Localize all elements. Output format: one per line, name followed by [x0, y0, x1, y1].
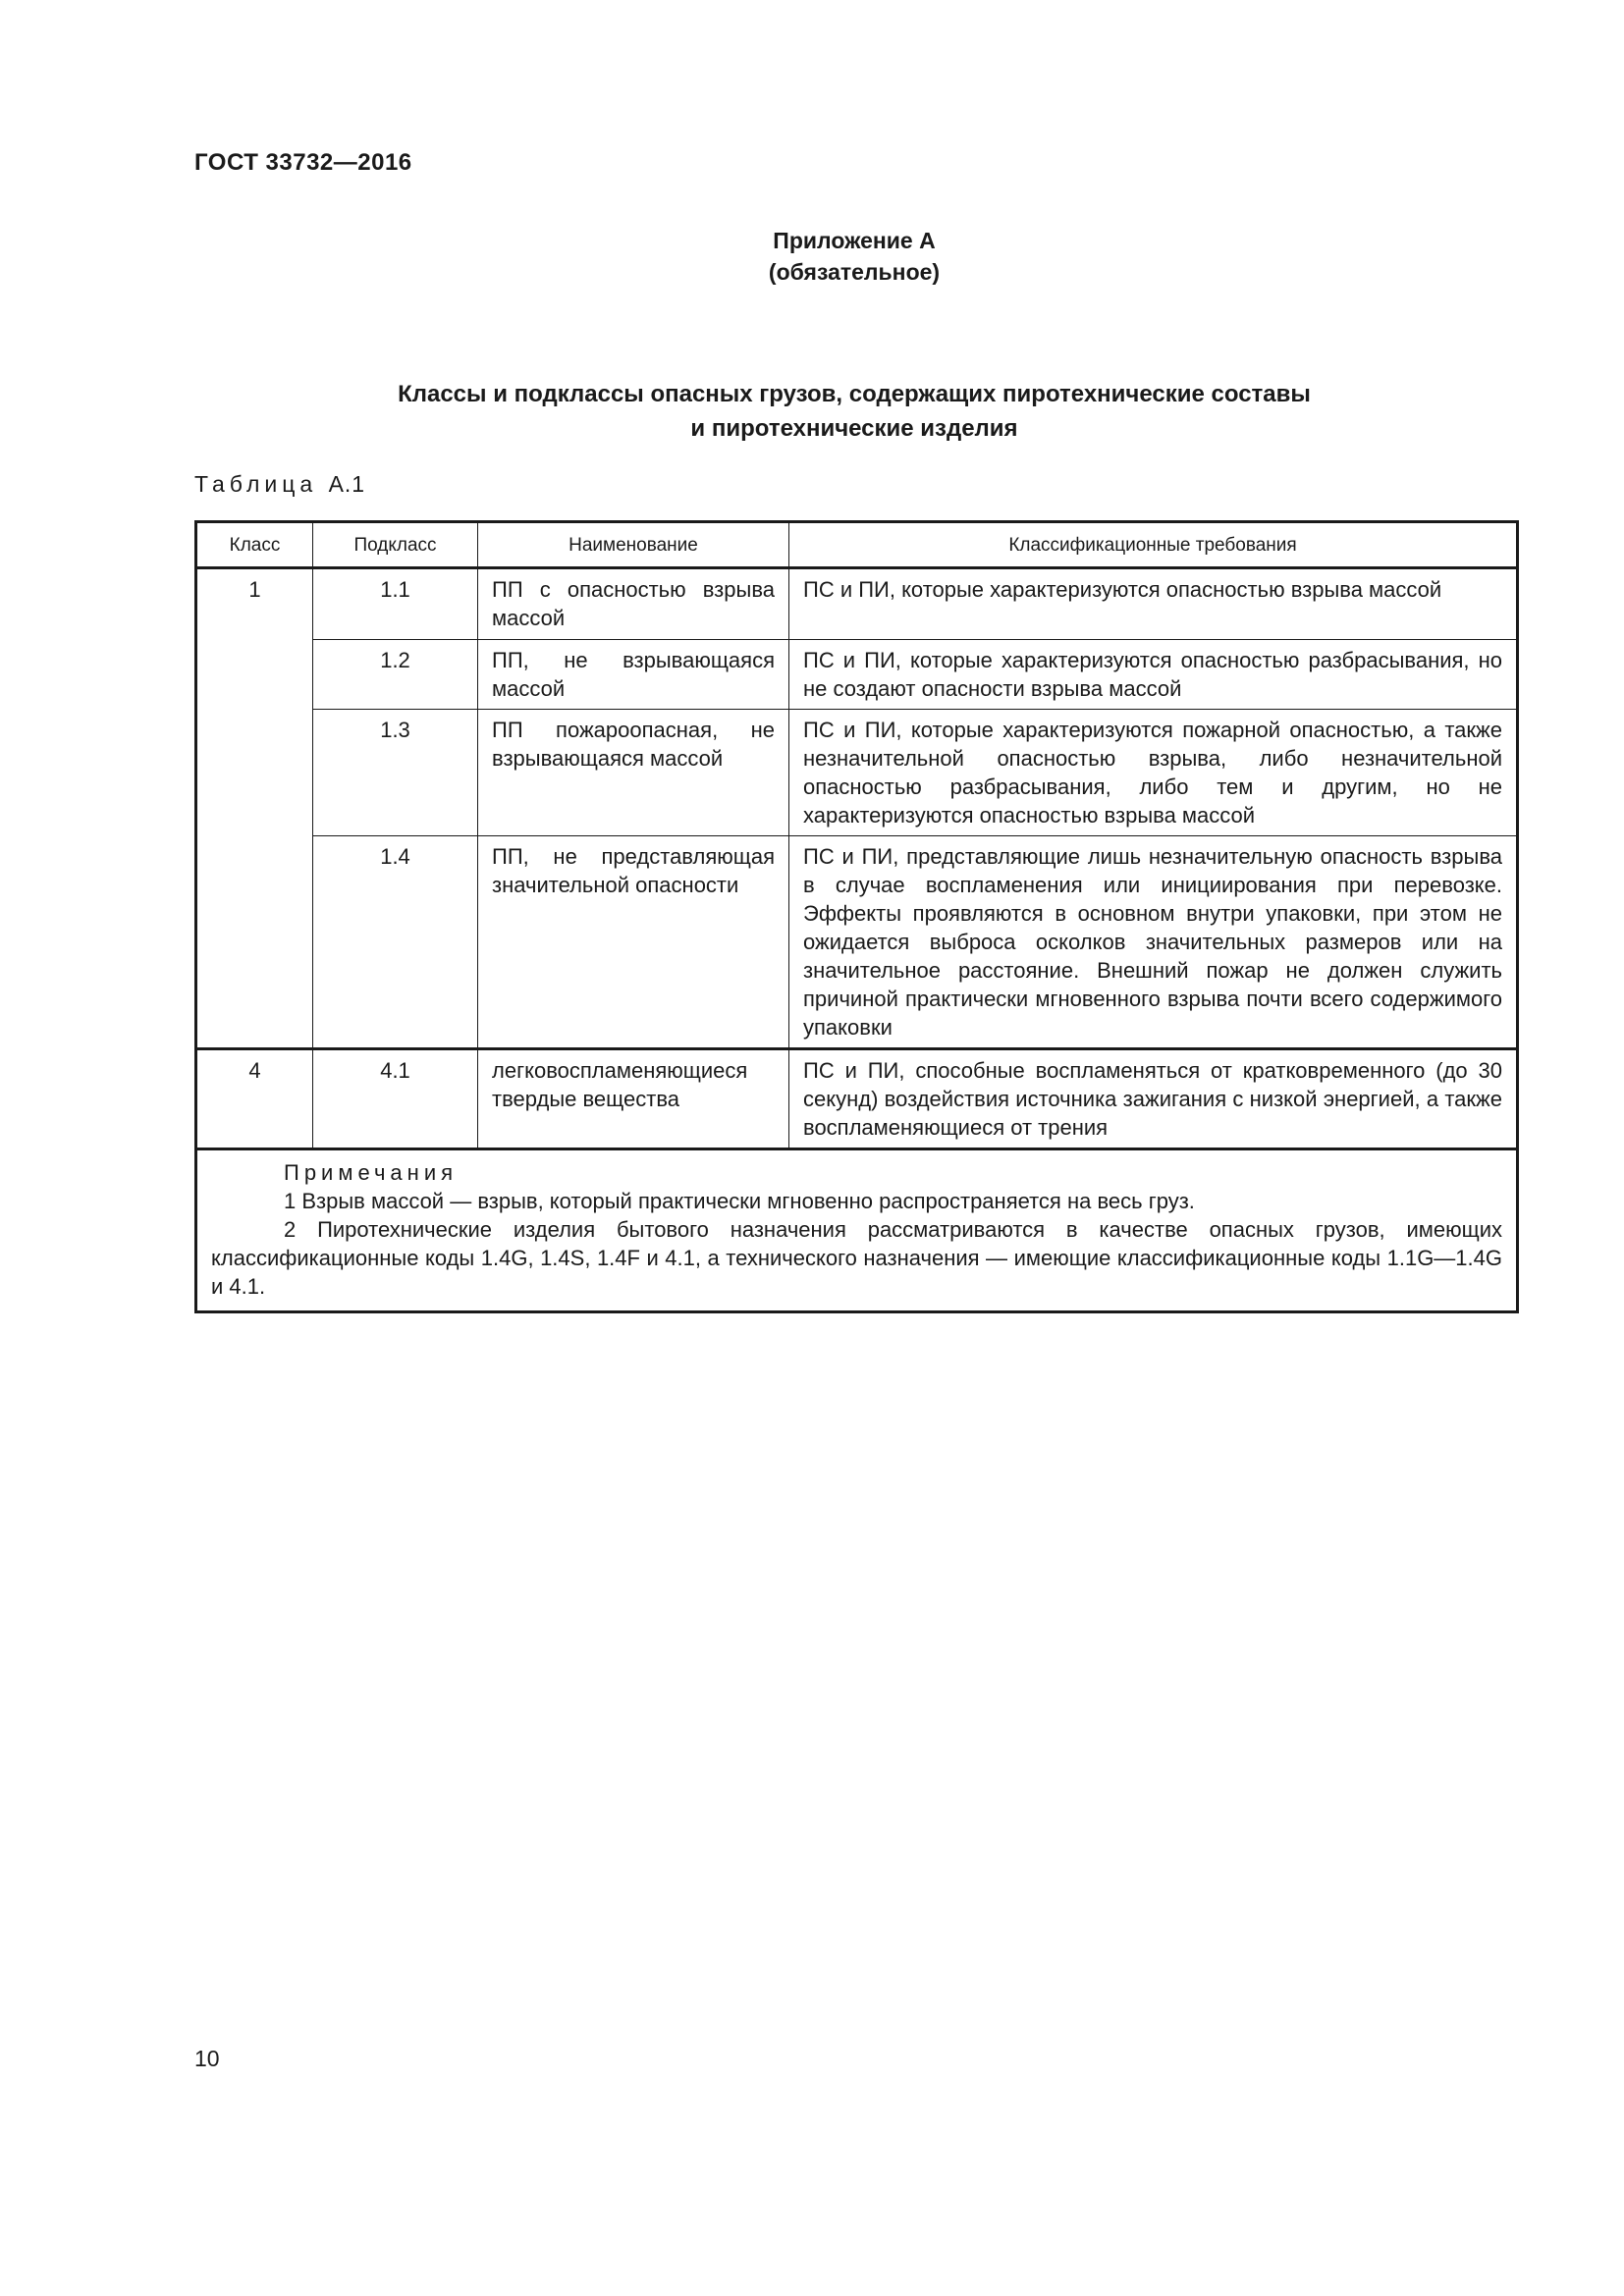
- name-cell: ПП с опасностью взрыва массой: [478, 568, 789, 640]
- table-header-row: [196, 522, 1518, 568]
- table-label-word: Таблица: [194, 471, 318, 497]
- table-row: [196, 836, 1518, 1049]
- document-id: ГОСТ 33732—2016: [194, 149, 412, 176]
- name-cell: ПП, не взрывающаяся массой: [478, 640, 789, 710]
- subclass-cell: 4.1: [313, 1049, 478, 1149]
- column-header-subclass: Подкласс: [313, 522, 478, 568]
- notes-cell: [196, 1149, 1518, 1312]
- annex-status: (обязательное): [768, 259, 941, 285]
- column-header-name: Наименование: [478, 522, 789, 568]
- annex-title: Приложение А: [773, 228, 936, 253]
- page-number: 10: [194, 2046, 220, 2071]
- section-heading-line-2: и пиротехнические изделия: [690, 415, 1018, 442]
- notes-title: Примечания: [284, 1160, 459, 1185]
- requirements-cell: ПС и ПИ, представляющие лишь незначительную опасность взрыва в случае воспламенения или инициирования при перевозке. Эффекты проявляются в основном внутри упаковки, при этом не ожидается выброса осколков значительных размеров или на значительное расстояние. Внешний пожар не должен служить причиной практически мгновенного взрыва почти всего содержимого упаковки: [789, 836, 1518, 1049]
- section-heading-line-1: Классы и подклассы опасных грузов, содержащих пиротехнические составы: [398, 381, 1311, 407]
- table-row: [196, 568, 1518, 640]
- classification-table: [194, 520, 1519, 1313]
- subclass-cell: 1.2: [313, 640, 478, 710]
- note-item: 1 Взрыв массой — взрыв, который практически мгновенно распространяется на весь груз.: [284, 1189, 1195, 1213]
- table-row: [196, 710, 1518, 836]
- column-header-requirements: Классификационные требования: [789, 522, 1518, 568]
- requirements-cell: ПС и ПИ, которые характеризуются опасностью разбрасывания, но не создают опасности взрыва массой: [789, 640, 1518, 710]
- table-label: [194, 471, 365, 498]
- notes-row: [196, 1149, 1518, 1312]
- table-number: А.1: [328, 471, 366, 497]
- table-row: [196, 1049, 1518, 1149]
- name-cell: ПП, не представляющая значительной опасности: [478, 836, 789, 1049]
- requirements-cell: ПС и ПИ, способные воспламеняться от кратковременного (до 30 секунд) воздействия источника зажигания с низкой энергией, а также воспламеняющиеся от трения: [789, 1049, 1518, 1149]
- name-cell: легковоспламеняющиеся твердые вещества: [478, 1049, 789, 1149]
- subclass-cell: 1.1: [313, 568, 478, 640]
- requirements-cell: ПС и ПИ, которые характеризуются пожарной опасностью, а также незначительной опасностью взрыва, либо незначительной опасностью разбрасывания, либо тем и другим, но не характеризуются опасностью взрыва массой: [789, 710, 1518, 836]
- name-cell: ПП пожароопасная, не взрывающаяся массой: [478, 710, 789, 836]
- table-row: [196, 640, 1518, 710]
- subclass-cell: 1.4: [313, 836, 478, 1049]
- requirements-cell: ПС и ПИ, которые характеризуются опасностью взрыва массой: [789, 568, 1518, 640]
- class-cell: 1: [196, 568, 313, 1049]
- column-header-class: Класс: [196, 522, 313, 568]
- note-item: 2 Пиротехнические изделия бытового назначения рассматриваются в качестве опасных грузов, имеющих классификационные коды 1.4G, 1.4S, 1.4F и 4.1, а технического назначения — имеющие классификационные коды 1.1G—1.4G и 4.1.: [211, 1217, 1502, 1299]
- subclass-cell: 1.3: [313, 710, 478, 836]
- class-cell: 4: [196, 1049, 313, 1149]
